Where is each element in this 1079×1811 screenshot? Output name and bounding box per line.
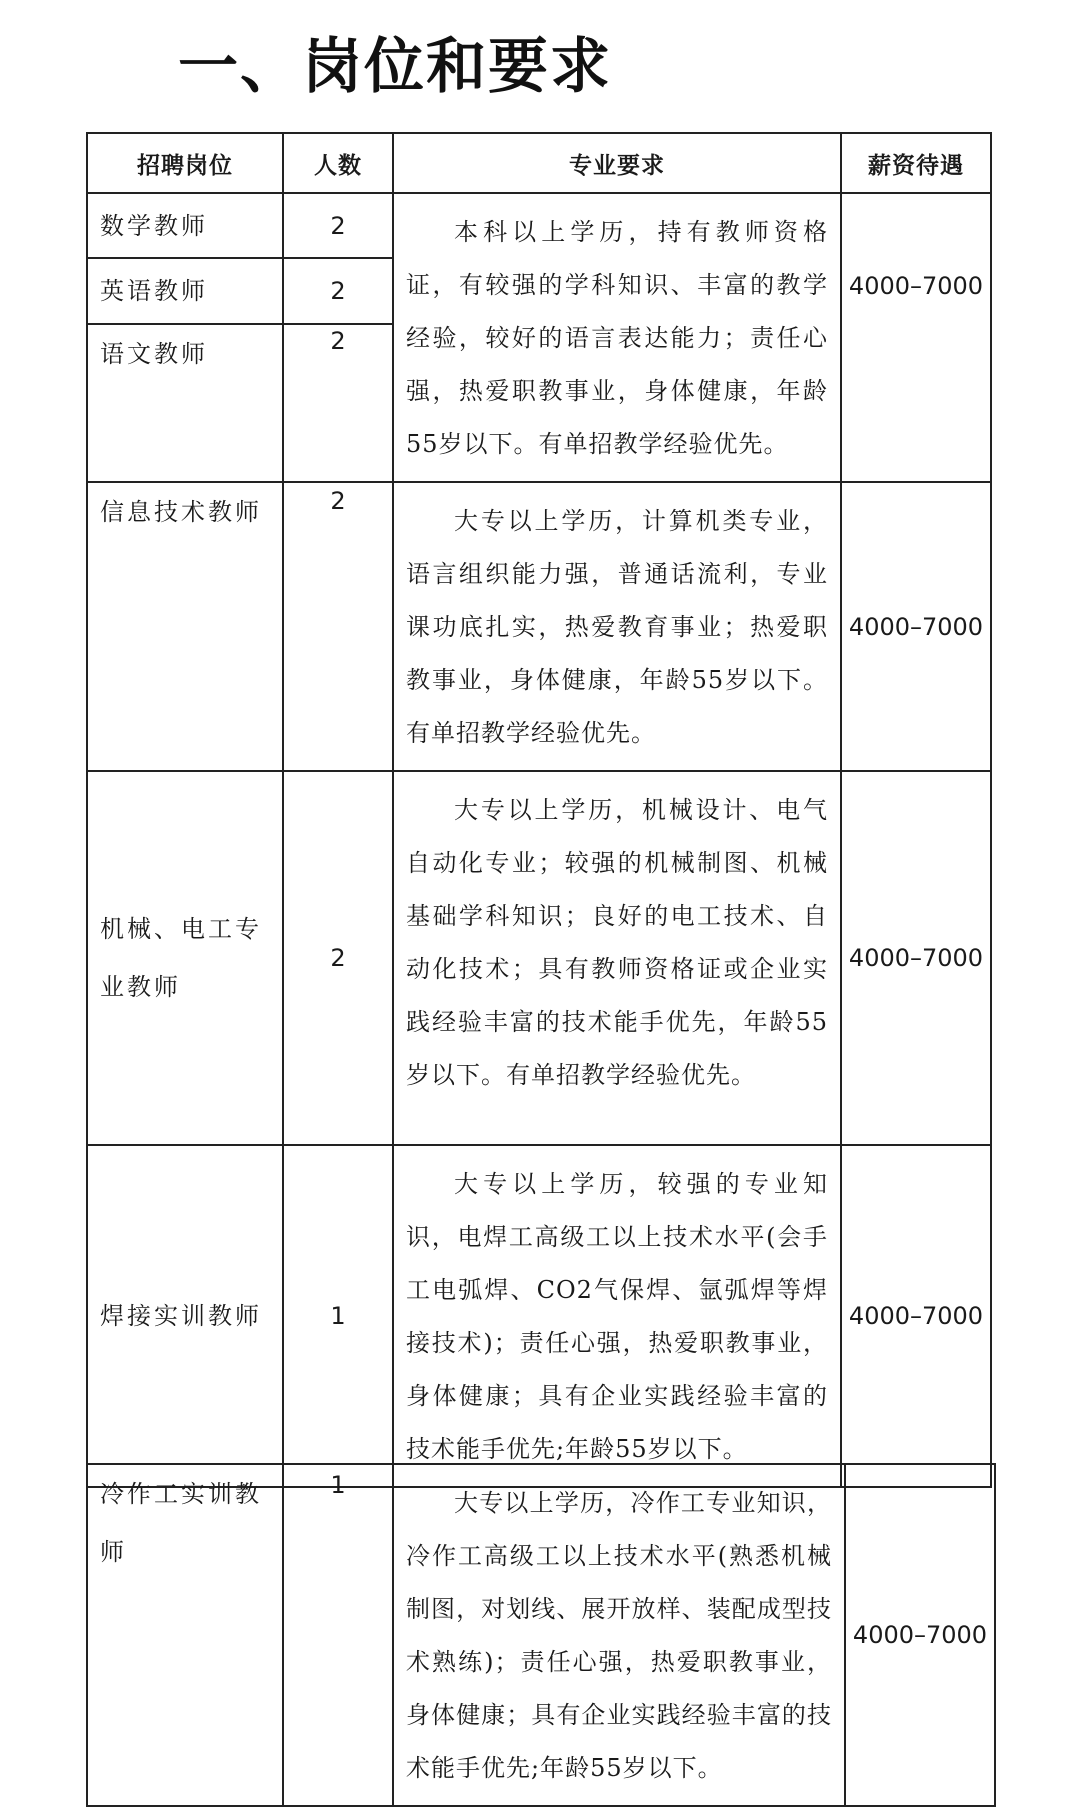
- salary-cell: [841, 482, 991, 771]
- requirements-text: 大专以上学历，计算机类专业，语言组织能力强，普通话流利，专业课功底扎实，热爱教育事业；热爱职教事业，身体健康，年龄55岁以下。有单招教学经验优先。: [406, 507, 828, 747]
- header-salary: 薪资待遇: [841, 133, 991, 193]
- table-row: [87, 771, 991, 1145]
- requirements-cell: [393, 193, 841, 482]
- count-cell: 1: [283, 1145, 393, 1487]
- salary-cell: [841, 1145, 991, 1487]
- header-count: 人数: [283, 133, 393, 193]
- count-cell: 1: [283, 1464, 393, 1806]
- salary-value: 4000–7000: [848, 272, 984, 300]
- count-cell: 2: [283, 193, 393, 258]
- position-cell: 语文教师: [87, 324, 283, 482]
- salary-cell: [845, 1464, 995, 1806]
- header-position: 招聘岗位: [87, 133, 283, 193]
- position-cell: 机械、电工专业教师: [87, 771, 283, 1145]
- position-cell: 冷作工实训教师: [87, 1464, 283, 1806]
- requirements-cell: [393, 1464, 845, 1806]
- positions-table-continued: [86, 1463, 996, 1807]
- table-row: [87, 193, 991, 258]
- position-cell: 焊接实训教师: [87, 1145, 283, 1487]
- table-header-row: [87, 133, 991, 193]
- requirements-text: 大专以上学历，冷作工专业知识，冷作工高级工以上技术水平(熟悉机械制图，对划线、展开放样、装配成型技术熟练)；责任心强，热爱职教事业，身体健康；具有企业实践经验丰富的技术能手优先;年龄55岁以下。: [406, 1489, 832, 1782]
- requirements-cell: [393, 1145, 841, 1487]
- requirements-cell: [393, 482, 841, 771]
- table-row: [87, 1145, 991, 1487]
- table-row: [87, 482, 991, 771]
- header-requirements: 专业要求: [393, 133, 841, 193]
- position-cell: 英语教师: [87, 258, 283, 323]
- count-cell: 2: [283, 258, 393, 323]
- count-cell: 2: [283, 482, 393, 771]
- position-cell: 信息技术教师: [87, 482, 283, 771]
- salary-value: 4000–7000: [852, 1621, 988, 1649]
- count-cell: 2: [283, 324, 393, 482]
- requirements-text: 大专以上学历，较强的专业知识，电焊工高级工以上技术水平(会手工电弧焊、CO2气保焊、氩弧焊等焊接技术)；责任心强，热爱职教事业，身体健康；具有企业实践经验丰富的技术能手优先;年龄55岁以下。: [406, 1170, 828, 1463]
- requirements-text: 本科以上学历，持有教师资格证，有较强的学科知识、丰富的教学经验，较好的语言表达能力；责任心强，热爱职教事业，身体健康，年龄55岁以下。有单招教学经验优先。: [406, 218, 828, 458]
- salary-value: 4000–7000: [848, 612, 984, 641]
- salary-cell: [841, 771, 991, 1145]
- table-row: [87, 1464, 995, 1806]
- page-title: 一、岗位和要求: [178, 32, 612, 102]
- requirements-cell: [393, 771, 841, 1145]
- salary-value: 4000–7000: [848, 1302, 984, 1330]
- salary-value: 4000–7000: [848, 944, 984, 972]
- positions-table: [86, 132, 992, 1488]
- count-cell: 2: [283, 771, 393, 1145]
- position-cell: 数学教师: [87, 193, 283, 258]
- requirements-text: 大专以上学历，机械设计、电气自动化专业；较强的机械制图、机械基础学科知识；良好的电工技术、自动化技术；具有教师资格证或企业实践经验丰富的技术能手优先，年龄55岁以下。有单招教学经验优先。: [406, 796, 828, 1089]
- salary-cell: [841, 193, 991, 482]
